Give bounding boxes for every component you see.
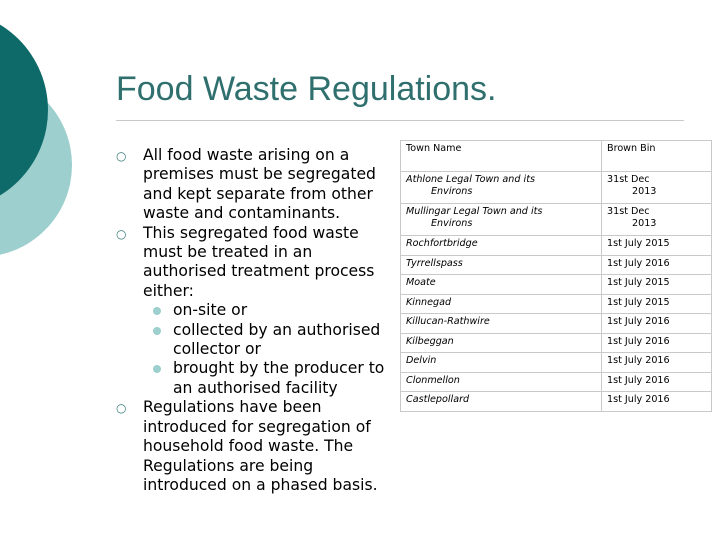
table-row (401, 204, 712, 236)
table-header-row (401, 141, 712, 172)
date-cell: 1st July 2016 (602, 255, 712, 275)
bullet-item (116, 224, 391, 302)
sub-bullet-text: brought by the producer to an authorised facility (173, 359, 385, 397)
bullet-text: Regulations have been introduced for segregation of household food waste. The Regulations are being introduced on a phased basis. (143, 398, 378, 494)
title-divider (116, 120, 684, 121)
table-row (401, 353, 712, 373)
town-cell: Kilbeggan (401, 333, 602, 353)
header-brown-bin: Brown Bin (602, 141, 712, 172)
date-cell: 1st July 2015 (602, 236, 712, 256)
town-cell: Delvin (401, 353, 602, 373)
date-cell (602, 172, 712, 204)
bullet-item (116, 398, 391, 495)
table-row (401, 294, 712, 314)
town-cell (401, 204, 602, 236)
dot-bullet-icon (153, 307, 161, 315)
bullet-list (116, 146, 391, 495)
date-line: 31st Dec (607, 174, 650, 185)
sub-bullet-item (116, 321, 391, 360)
town-line: Environs (431, 217, 473, 229)
town-cell: Kinnegad (401, 294, 602, 314)
town-cell (401, 172, 602, 204)
table-row (401, 333, 712, 353)
table-row (401, 372, 712, 392)
date-cell: 1st July 2016 (602, 372, 712, 392)
sub-bullet-item (116, 359, 391, 398)
table-row (401, 275, 712, 295)
header-town-name: Town Name (401, 141, 602, 172)
table-row (401, 236, 712, 256)
town-cell: Castlepollard (401, 392, 602, 412)
ring-bullet-icon: ○ (116, 401, 127, 416)
table-row (401, 172, 712, 204)
ring-bullet-icon: ○ (116, 226, 127, 241)
sub-bullet-text: on-site or (173, 301, 248, 320)
date-cell: 1st July 2015 (602, 294, 712, 314)
date-cell: 1st July 2016 (602, 353, 712, 373)
dot-bullet-icon (153, 365, 161, 373)
bullet-text: All food waste arising on a premises must be segregated and kept separate from other waste and contaminants. (143, 146, 376, 223)
table-row (401, 314, 712, 334)
date-cell: 1st July 2015 (602, 275, 712, 295)
bullet-text: This segregated food waste must be treated in an authorised treatment process either: (143, 223, 375, 300)
town-line: Mullingar Legal Town and its (406, 206, 543, 217)
date-cell (602, 204, 712, 236)
town-cell: Clonmellon (401, 372, 602, 392)
table-row (401, 392, 712, 412)
town-cell: Rochfortbridge (401, 236, 602, 256)
town-cell: Moate (401, 275, 602, 295)
date-cell: 1st July 2016 (602, 333, 712, 353)
sub-bullet-item (116, 301, 391, 320)
decorative-circles (0, 0, 120, 300)
bullet-item (116, 146, 391, 224)
date-cell: 1st July 2016 (602, 314, 712, 334)
town-cell: Killucan-Rathwire (401, 314, 602, 334)
date-line: 2013 (632, 217, 657, 229)
date-line: 2013 (632, 185, 657, 197)
town-line: Environs (431, 185, 473, 197)
town-line: Athlone Legal Town and its (406, 174, 535, 185)
slide-title: Food Waste Regulations. (116, 70, 497, 108)
ring-bullet-icon: ○ (116, 149, 127, 163)
table-row (401, 255, 712, 275)
sub-bullet-text: collected by an authorised collector or (173, 320, 381, 359)
date-cell: 1st July 2016 (602, 392, 712, 412)
town-cell: Tyrrellspass (401, 255, 602, 275)
date-line: 31st Dec (607, 206, 650, 217)
brown-bin-table (400, 140, 712, 412)
dot-bullet-icon (153, 327, 161, 335)
